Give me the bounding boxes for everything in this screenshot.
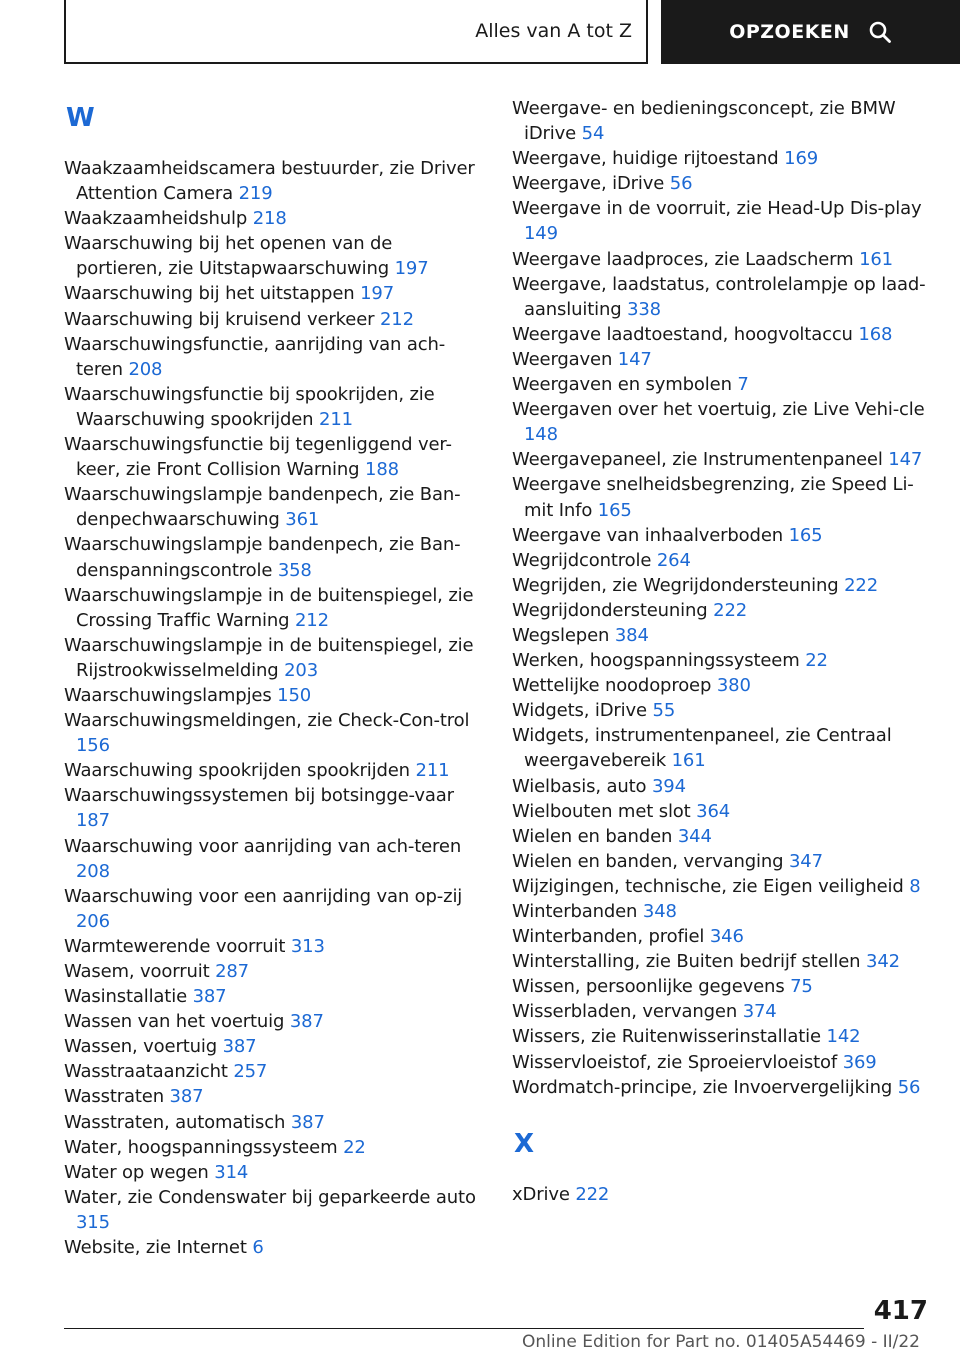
index-entry <box>64 984 484 1009</box>
index-entry-page-link[interactable]: 187 <box>76 810 110 832</box>
index-entry-term: Wijzigingen, technische, zie Eigen veiligheid <box>512 875 904 897</box>
index-entry <box>64 206 484 231</box>
index-entry <box>512 824 932 849</box>
index-entry-term: Weergave van inhaalverboden <box>512 524 783 546</box>
index-entry <box>512 472 932 522</box>
index-entry-term: Wielbasis, auto <box>512 775 647 797</box>
index-entry <box>512 1024 932 1049</box>
index-entry-page-link[interactable]: 156 <box>76 735 110 757</box>
index-entry-term: Wasstraataanzicht <box>64 1061 228 1083</box>
index-entry-term: Waakzaamheidscamera bestuurder, zie Driver Attention Camera <box>64 158 475 205</box>
index-entry-page-link[interactable]: 338 <box>627 298 661 320</box>
index-entry-term: Wielbouten met slot <box>512 800 691 822</box>
index-entry-page-link[interactable]: 257 <box>233 1061 268 1083</box>
index-entry-page-link[interactable]: 387 <box>290 1111 325 1133</box>
index-entry <box>512 623 932 648</box>
index-entry <box>512 397 932 447</box>
index-entry-page-link[interactable]: 387 <box>192 986 227 1008</box>
index-entry-term: Wegrijdcontrole <box>512 549 652 571</box>
index-entry-page-link[interactable]: 7 <box>737 374 749 396</box>
index-entry-term: Weergave, laadstatus, controlelampje op laad-aansluiting <box>512 273 926 320</box>
index-entry <box>64 959 484 984</box>
index-entry <box>64 708 484 758</box>
index-entry <box>512 146 932 171</box>
index-entry-page-link[interactable]: 222 <box>844 574 879 596</box>
index-entry-term: Widgets, iDrive <box>512 700 647 722</box>
index-entry <box>512 648 932 673</box>
index-entry-page-link[interactable]: 361 <box>285 509 320 531</box>
index-entry <box>64 1110 484 1135</box>
index-entry-term: Wegslepen <box>512 624 610 646</box>
index-entry-page-link[interactable]: 197 <box>360 283 395 305</box>
index-entry <box>512 272 932 322</box>
index-entry-page-link[interactable]: 55 <box>652 700 676 722</box>
index-entry-term: Waarschuwing bij het openen van de portieren, zie Uitstapwaarschuwing <box>64 233 393 280</box>
index-entry <box>512 874 932 899</box>
index-entry-page-link[interactable]: 364 <box>696 800 731 822</box>
index-entry-page-link[interactable]: 222 <box>575 1183 610 1205</box>
index-entry <box>64 482 484 532</box>
index-entry <box>64 156 484 206</box>
index-entry-term: Waarschuwingssystemen bij botsingge-vaar <box>64 785 454 807</box>
index-entry-term: Website, zie Internet <box>64 1237 247 1259</box>
index-entry-term: Waarschuwingslampjes <box>64 684 272 706</box>
section-title: Alles van A tot Z <box>475 20 632 42</box>
index-entry-term: Widgets, instrumentenpaneel, zie Centraal weergavebereik <box>512 725 892 772</box>
index-entry <box>512 1050 932 1075</box>
index-entry-page-link[interactable]: 394 <box>651 775 686 797</box>
index-entry-term: Wegrijdondersteuning <box>512 599 708 621</box>
index-entry <box>64 1160 484 1185</box>
index-entry <box>512 96 932 146</box>
index-entry-page-link[interactable]: 142 <box>826 1026 861 1048</box>
index-entry <box>512 849 932 874</box>
index-entry-term: Waakzaamheidshulp <box>64 208 248 230</box>
index-entry-page-link[interactable]: 56 <box>669 173 693 195</box>
index-entry <box>512 698 932 723</box>
index-entry-page-link[interactable]: 161 <box>859 248 893 270</box>
index-entry-term: xDrive <box>512 1183 570 1205</box>
index-entry-term: Winterbanden <box>512 901 638 922</box>
index-entry-page-link[interactable]: 150 <box>277 684 312 706</box>
index-entry-page-link[interactable]: 314 <box>214 1161 249 1183</box>
index-entry-term: Wissers, zie Ruitenwisserinstallatie <box>512 1026 821 1048</box>
index-entry <box>512 447 932 472</box>
index-entry-term: Wasstraten, automatisch <box>64 1111 286 1133</box>
index-entry <box>64 1009 484 1034</box>
index-entry-term: Wielen en banden, vervanging <box>512 850 784 872</box>
index-entry-term: Waarschuwingsmeldingen, zie Check-Con-trol <box>64 710 470 732</box>
index-entry-term: Weergaven en symbolen <box>512 374 732 396</box>
index-entry <box>64 1034 484 1059</box>
index-entry <box>512 899 932 924</box>
index-entry-page-link[interactable]: 313 <box>290 935 325 957</box>
index-entry-page-link[interactable]: 148 <box>524 424 558 446</box>
index-entry <box>64 884 484 934</box>
index-entry-term: Water, zie Condenswater bij geparkeerde auto <box>64 1186 476 1208</box>
index-entry-term: Weergave- en bedieningsconcept, zie BMW iDrive <box>512 98 896 145</box>
index-entry-page-link[interactable]: 384 <box>614 624 649 646</box>
index-entry-term: Weergave in de voorruit, zie Head-Up Dis-play <box>512 198 922 220</box>
index-entry-term: Water op wegen <box>64 1161 209 1183</box>
index-entry-term: Waarschuwingsfunctie, aanrijding van ach-teren <box>64 333 446 380</box>
index-entry-term: Waarschuwingslampje bandenpech, zie Ban-denpechwaarschuwing <box>64 484 461 531</box>
index-entry-page-link[interactable]: 161 <box>671 750 706 772</box>
index-entry <box>512 322 932 347</box>
index-entry <box>512 548 932 573</box>
index-entry-page-link[interactable]: 358 <box>277 559 312 581</box>
footer-divider <box>64 1328 864 1329</box>
index-entry <box>64 281 484 306</box>
index-entry-term: Wasem, voorruit <box>64 961 210 982</box>
index-entry-term: Wettelijke noodoproep <box>512 675 712 697</box>
index-entry-term: Wasstraten <box>64 1086 164 1108</box>
index-entry-page-link[interactable]: 212 <box>294 609 329 631</box>
index-entry-list <box>512 1182 932 1207</box>
index-entry <box>512 1075 932 1100</box>
index-column-left <box>64 96 484 1260</box>
index-entry <box>64 231 484 281</box>
index-entry-term: Weergaven <box>512 348 613 370</box>
index-entry-term: Waarschuwing bij kruisend verkeer <box>64 308 375 330</box>
index-entry <box>512 723 932 773</box>
index-entry <box>64 1185 484 1235</box>
index-entry <box>512 171 932 196</box>
index-entry-page-link[interactable]: 206 <box>76 910 110 932</box>
index-entry-page-link[interactable]: 218 <box>252 208 287 230</box>
index-entry <box>64 1084 484 1109</box>
index-entry <box>512 774 932 799</box>
index-entry-page-link[interactable]: 342 <box>866 951 900 973</box>
index-entry-term: Winterbanden, profiel <box>512 926 705 948</box>
index-entry-page-link[interactable]: 369 <box>842 1051 877 1073</box>
index-entry-term: Waarschuwing spookrijden spookrijden <box>64 760 410 782</box>
index-entry-page-link[interactable]: 168 <box>858 323 893 345</box>
index-entry-page-link[interactable]: 75 <box>790 976 813 998</box>
index-entry <box>64 382 484 432</box>
index-entry-page-link[interactable]: 387 <box>169 1086 204 1108</box>
index-entry-page-link[interactable]: 374 <box>742 1001 777 1023</box>
index-entry-term: Wordmatch-principe, zie Invoervergelijking <box>512 1076 893 1098</box>
index-entry <box>64 307 484 332</box>
index-entry <box>512 1182 932 1207</box>
index-entry <box>512 949 932 974</box>
index-entry-page-link[interactable]: 165 <box>597 499 632 521</box>
search-icon <box>868 20 892 44</box>
index-entry <box>64 1235 484 1260</box>
index-letter-heading: X <box>514 1128 535 1159</box>
index-entry-page-link[interactable]: 169 <box>784 148 819 170</box>
index-entry <box>512 573 932 598</box>
index-entry <box>64 1135 484 1160</box>
index-entry-term: Wissen, persoonlijke gegevens <box>512 976 785 998</box>
index-entry-page-link[interactable]: 387 <box>222 1036 257 1058</box>
index-entry <box>64 758 484 783</box>
index-entry-page-link[interactable]: 264 <box>656 549 691 571</box>
index-entry-term: Waarschuwingslampje bandenpech, zie Ban-denspanningscontrole <box>64 534 461 581</box>
index-entry-page-link[interactable]: 212 <box>379 308 414 330</box>
index-entry-term: Werken, hoogspanningssysteem <box>512 650 800 672</box>
index-entry-list <box>512 96 932 1100</box>
index-entry-term: Weergave laadproces, zie Laadscherm <box>512 248 854 270</box>
index-entry-page-link[interactable]: 344 <box>677 825 712 847</box>
index-entry-term: Wisservloeistof, zie Sproeiervloeistof <box>512 1051 838 1073</box>
index-entry <box>64 633 484 683</box>
section-spacer <box>512 1100 932 1124</box>
index-entry-term: Wielen en banden <box>512 825 673 847</box>
index-entry-term: Wisserbladen, vervangen <box>512 1001 738 1023</box>
index-entry <box>64 1059 484 1084</box>
running-header <box>64 0 648 64</box>
index-entry <box>512 924 932 949</box>
index-entry-page-link[interactable]: 346 <box>709 926 744 948</box>
index-entry-page-link[interactable]: 219 <box>238 183 273 205</box>
index-entry-page-link[interactable]: 188 <box>365 459 399 481</box>
index-letter-heading: W <box>66 103 95 133</box>
index-entry-page-link[interactable]: 348 <box>642 901 677 922</box>
index-entry-page-link[interactable]: 208 <box>128 358 163 380</box>
index-entry <box>512 372 932 397</box>
index-entry-term: Waarschuwingsfunctie bij spookrijden, zie Waarschuwing spookrijden <box>64 383 435 430</box>
index-entry-page-link[interactable]: 22 <box>343 1136 366 1158</box>
index-entry <box>512 974 932 999</box>
index-entry-page-link[interactable]: 387 <box>289 1011 324 1033</box>
index-entry-list <box>64 156 484 1260</box>
index-entry-page-link[interactable]: 211 <box>319 408 353 430</box>
index-entry-term: Weergavepaneel, zie Instrumentenpaneel <box>512 449 883 471</box>
index-entry-term: Weergave, huidige rijtoestand <box>512 148 779 170</box>
index-entry-term: Water, hoogspanningssysteem <box>64 1136 338 1158</box>
index-entry-page-link[interactable]: 197 <box>394 258 429 280</box>
index-entry-page-link[interactable]: 208 <box>76 860 110 882</box>
index-entry <box>64 934 484 959</box>
index-entry-page-link[interactable]: 147 <box>888 449 923 471</box>
index-entry <box>512 799 932 824</box>
index-entry <box>64 583 484 633</box>
index-entry-page-link[interactable]: 165 <box>788 524 823 546</box>
index-entry-term: Warmtewerende voorruit <box>64 935 286 957</box>
index-entry <box>64 432 484 482</box>
page-number: 417 <box>873 1296 928 1326</box>
search-label: OPZOEKEN <box>729 21 850 43</box>
index-entry-page-link[interactable]: 315 <box>76 1211 110 1233</box>
index-entry-page-link[interactable]: 149 <box>524 223 558 245</box>
index-entry <box>64 683 484 708</box>
index-entry-term: Weergave, iDrive <box>512 173 665 195</box>
index-entry-term: Waarschuwing voor aanrijding van ach-teren <box>64 835 462 857</box>
index-entry-term: Waarschuwing bij het uitstappen <box>64 283 355 305</box>
index-entry-page-link[interactable]: 222 <box>713 599 748 621</box>
index-entry-term: Wegrijden, zie Wegrijdondersteuning <box>512 574 839 596</box>
index-entry <box>64 834 484 884</box>
index-entry-page-link[interactable]: 8 <box>909 875 921 897</box>
index-entry-term: Waarschuwingslampje in de buitenspiegel, zie Rijstrookwisselmelding <box>64 634 474 681</box>
index-entry <box>512 673 932 698</box>
index-entry-page-link[interactable]: 347 <box>788 850 823 872</box>
index-entry-page-link[interactable]: 6 <box>252 1237 264 1259</box>
index-entry-page-link[interactable]: 56 <box>897 1076 921 1098</box>
index-entry <box>64 332 484 382</box>
index-entry-page-link[interactable]: 211 <box>415 760 450 782</box>
index-entry <box>512 999 932 1024</box>
index-entry-page-link[interactable]: 380 <box>716 675 751 697</box>
index-entry <box>512 347 932 372</box>
index-entry <box>64 783 484 833</box>
index-entry-term: Waarschuwingsfunctie bij tegenliggend ver-keer, zie Front Collision Warning <box>64 434 452 481</box>
index-column-right <box>512 96 932 1207</box>
index-entry-term: Weergaven over het voertuig, zie Live Vehi-cle <box>512 399 925 421</box>
index-entry <box>512 247 932 272</box>
search-button[interactable] <box>661 0 960 64</box>
index-entry-term: Weergave laadtoestand, hoogvoltaccu <box>512 323 853 345</box>
index-entry-term: Wassen van het voertuig <box>64 1011 285 1033</box>
index-entry <box>512 523 932 548</box>
index-entry-term: Wasinstallatie <box>64 986 187 1008</box>
footer-edition-text: Online Edition for Part no. 01405A54469 - II/22 <box>521 1332 920 1352</box>
index-entry-term: Weergave snelheidsbegrenzing, zie Speed Li-mit Info <box>512 474 914 521</box>
index-entry-term: Waarschuwingslampje in de buitenspiegel, zie Crossing Traffic Warning <box>64 584 474 631</box>
index-entry <box>512 196 932 246</box>
index-entry-term: Winterstalling, zie Buiten bedrijf stellen <box>512 951 861 973</box>
index-entry <box>64 532 484 582</box>
index-entry-page-link[interactable]: 287 <box>215 961 249 982</box>
index-entry-term: Waarschuwing voor een aanrijding van op-zij <box>64 885 463 907</box>
index-entry-term: Wassen, voertuig <box>64 1036 217 1058</box>
index-entry-page-link[interactable]: 203 <box>284 659 319 681</box>
index-entry-page-link[interactable]: 22 <box>805 650 828 672</box>
index-entry-page-link[interactable]: 54 <box>581 123 605 145</box>
index-entry <box>512 598 932 623</box>
index-entry-page-link[interactable]: 147 <box>617 348 652 370</box>
